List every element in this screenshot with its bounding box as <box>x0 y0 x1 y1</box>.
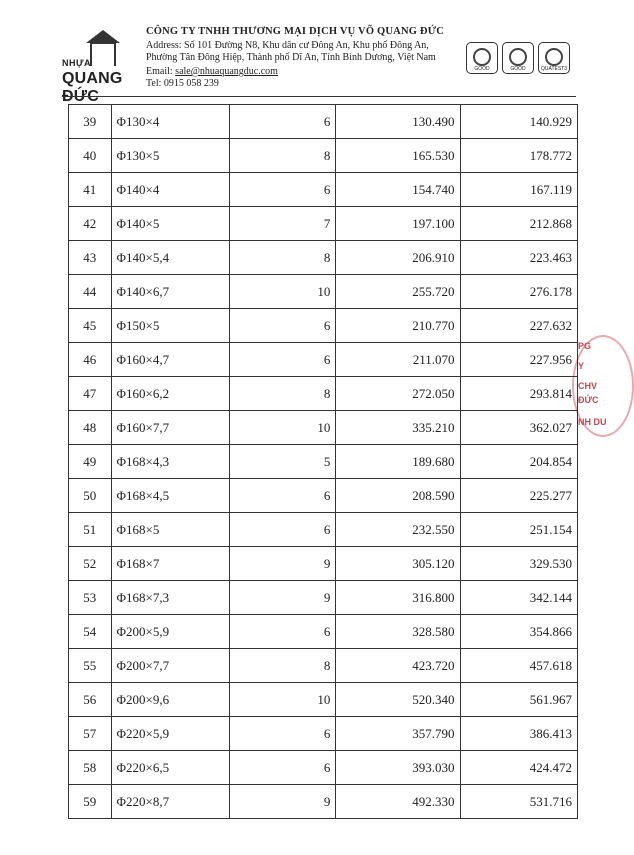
certification-badge-icon <box>466 42 498 74</box>
unit-price-cell: 130.490 <box>336 105 460 139</box>
table-row <box>69 105 578 139</box>
table-row <box>69 309 578 343</box>
unit-price-cell: 335.210 <box>336 411 460 445</box>
logo-top-text: NHỰA <box>62 58 91 68</box>
unit-price-cell: 210.770 <box>336 309 460 343</box>
letterhead <box>0 0 603 105</box>
table-row <box>69 275 578 309</box>
quantity-cell: 7 <box>230 207 336 241</box>
unit-price-cell: 272.050 <box>336 377 460 411</box>
row-number-cell: 47 <box>69 377 112 411</box>
unit-price-cell: 197.100 <box>336 207 460 241</box>
row-number-cell: 40 <box>69 139 112 173</box>
pipe-spec-cell: Φ150×5 <box>111 309 230 343</box>
row-number-cell: 49 <box>69 445 112 479</box>
row-number-cell: 50 <box>69 479 112 513</box>
row-number-cell: 42 <box>69 207 112 241</box>
unit-price-vat-cell: 329.530 <box>460 547 577 581</box>
unit-price-vat-cell: 212.868 <box>460 207 577 241</box>
tel-line: Tel: 0915 058 239 <box>146 78 219 89</box>
company-name: CÔNG TY TNHH THƯƠNG MẠI DỊCH VỤ VÕ QUANG ĐỨC <box>146 26 445 37</box>
quantity-cell: 8 <box>230 649 336 683</box>
pipe-spec-cell: Φ160×6,2 <box>111 377 230 411</box>
row-number-cell: 48 <box>69 411 112 445</box>
pipe-spec-cell: Φ130×5 <box>111 139 230 173</box>
unit-price-cell: 423.720 <box>336 649 460 683</box>
quantity-cell: 6 <box>230 105 336 139</box>
unit-price-cell: 206.910 <box>336 241 460 275</box>
quantity-cell: 6 <box>230 479 336 513</box>
quantity-cell: 10 <box>230 275 336 309</box>
unit-price-vat-cell: 362.027 <box>460 411 577 445</box>
quantity-cell: 8 <box>230 241 336 275</box>
cert-label: QUATEST3 <box>540 66 568 72</box>
email-label: Email: <box>146 66 173 77</box>
unit-price-cell: 305.120 <box>336 547 460 581</box>
pipe-spec-cell: Φ140×4 <box>111 173 230 207</box>
unit-price-vat-cell: 457.618 <box>460 649 577 683</box>
unit-price-vat-cell: 293.814 <box>460 377 577 411</box>
row-number-cell: 43 <box>69 241 112 275</box>
cert-label: GOOD <box>474 66 490 72</box>
unit-price-vat-cell: 251.154 <box>460 513 577 547</box>
table-row <box>69 683 578 717</box>
logo-name-text: QUANG ĐỨC <box>62 70 123 105</box>
quantity-cell: 5 <box>230 445 336 479</box>
row-number-cell: 51 <box>69 513 112 547</box>
address-line-2: Phường Tân Đông Hiệp, Thành phố Dĩ An, Tỉnh Bình Dương, Việt Nam <box>146 52 436 63</box>
table-row <box>69 581 578 615</box>
unit-price-vat-cell: 531.716 <box>460 785 577 819</box>
row-number-cell: 57 <box>69 717 112 751</box>
certification-badge-icon <box>502 42 534 74</box>
quantity-cell: 6 <box>230 513 336 547</box>
pipe-spec-cell: Φ220×5,9 <box>111 717 230 751</box>
table-row <box>69 479 578 513</box>
row-number-cell: 52 <box>69 547 112 581</box>
unit-price-cell: 165.530 <box>336 139 460 173</box>
quantity-cell: 9 <box>230 547 336 581</box>
email-link[interactable]: sale@nhuaquangduc.com <box>175 66 278 77</box>
pipe-spec-cell: Φ220×6,5 <box>111 751 230 785</box>
unit-price-cell: 316.800 <box>336 581 460 615</box>
pipe-spec-cell: Φ130×4 <box>111 105 230 139</box>
stamp-text: Y <box>578 361 585 371</box>
quantity-cell: 6 <box>230 309 336 343</box>
cert-label: GOOD <box>510 66 526 72</box>
table-row <box>69 649 578 683</box>
unit-price-vat-cell: 227.632 <box>460 309 577 343</box>
pipe-spec-cell: Φ168×4,3 <box>111 445 230 479</box>
row-number-cell: 41 <box>69 173 112 207</box>
unit-price-cell: 189.680 <box>336 445 460 479</box>
row-number-cell: 39 <box>69 105 112 139</box>
table-row <box>69 343 578 377</box>
table-row <box>69 785 578 819</box>
unit-price-vat-cell: 140.929 <box>460 105 577 139</box>
row-number-cell: 45 <box>69 309 112 343</box>
unit-price-cell: 393.030 <box>336 751 460 785</box>
row-number-cell: 56 <box>69 683 112 717</box>
unit-price-vat-cell: 223.463 <box>460 241 577 275</box>
table-row <box>69 513 578 547</box>
unit-price-cell: 492.330 <box>336 785 460 819</box>
row-number-cell: 54 <box>69 615 112 649</box>
table-row <box>69 139 578 173</box>
quantity-cell: 6 <box>230 717 336 751</box>
pipe-spec-cell: Φ168×7,3 <box>111 581 230 615</box>
table-row <box>69 207 578 241</box>
unit-price-vat-cell: 167.119 <box>460 173 577 207</box>
table-row <box>69 751 578 785</box>
unit-price-vat-cell: 204.854 <box>460 445 577 479</box>
unit-price-vat-cell: 424.472 <box>460 751 577 785</box>
price-table <box>68 104 578 819</box>
row-number-cell: 53 <box>69 581 112 615</box>
unit-price-vat-cell: 227.956 <box>460 343 577 377</box>
pipe-spec-cell: Φ140×6,7 <box>111 275 230 309</box>
unit-price-vat-cell: 178.772 <box>460 139 577 173</box>
pipe-spec-cell: Φ160×7,7 <box>111 411 230 445</box>
unit-price-vat-cell: 561.967 <box>460 683 577 717</box>
table-row <box>69 411 578 445</box>
quantity-cell: 6 <box>230 615 336 649</box>
unit-price-cell: 520.340 <box>336 683 460 717</box>
pipe-spec-cell: Φ140×5,4 <box>111 241 230 275</box>
quantity-cell: 6 <box>230 751 336 785</box>
quantity-cell: 8 <box>230 139 336 173</box>
quantity-cell: 6 <box>230 173 336 207</box>
unit-price-cell: 154.740 <box>336 173 460 207</box>
pipe-spec-cell: Φ168×4,5 <box>111 479 230 513</box>
price-table-body <box>69 105 578 819</box>
table-row <box>69 717 578 751</box>
unit-price-vat-cell: 225.277 <box>460 479 577 513</box>
pipe-spec-cell: Φ168×7 <box>111 547 230 581</box>
quantity-cell: 10 <box>230 411 336 445</box>
company-logo <box>62 42 142 105</box>
unit-price-cell: 211.070 <box>336 343 460 377</box>
pipe-spec-cell: Φ140×5 <box>111 207 230 241</box>
unit-price-vat-cell: 386.413 <box>460 717 577 751</box>
quatest-badge-icon <box>538 42 570 74</box>
stamp-text: NH DU <box>578 417 607 427</box>
row-number-cell: 55 <box>69 649 112 683</box>
unit-price-vat-cell: 276.178 <box>460 275 577 309</box>
quantity-cell: 9 <box>230 785 336 819</box>
unit-price-vat-cell: 342.144 <box>460 581 577 615</box>
table-row <box>69 241 578 275</box>
table-row <box>69 445 578 479</box>
house-icon <box>90 42 116 66</box>
table-row <box>69 615 578 649</box>
row-number-cell: 44 <box>69 275 112 309</box>
unit-price-cell: 232.550 <box>336 513 460 547</box>
quantity-cell: 6 <box>230 343 336 377</box>
row-number-cell: 46 <box>69 343 112 377</box>
stamp-text: ĐỨC <box>578 395 599 405</box>
quantity-cell: 10 <box>230 683 336 717</box>
pipe-spec-cell: Φ168×5 <box>111 513 230 547</box>
company-seal-stamp <box>572 335 632 435</box>
header-divider <box>62 96 576 97</box>
email-line <box>146 66 278 77</box>
pipe-spec-cell: Φ160×4,7 <box>111 343 230 377</box>
stamp-text: CHV <box>578 381 598 391</box>
unit-price-vat-cell: 354.866 <box>460 615 577 649</box>
pipe-spec-cell: Φ220×8,7 <box>111 785 230 819</box>
unit-price-cell: 208.590 <box>336 479 460 513</box>
row-number-cell: 59 <box>69 785 112 819</box>
quantity-cell: 8 <box>230 377 336 411</box>
pipe-spec-cell: Φ200×7,7 <box>111 649 230 683</box>
quantity-cell: 9 <box>230 581 336 615</box>
table-row <box>69 173 578 207</box>
address-line-1: Address: Số 101 Đường N8, Khu dân cư Đông An, Khu phố Đông An, <box>146 40 429 51</box>
unit-price-cell: 255.720 <box>336 275 460 309</box>
table-row <box>69 547 578 581</box>
unit-price-cell: 328.580 <box>336 615 460 649</box>
stamp-text: PG <box>578 341 592 351</box>
pipe-spec-cell: Φ200×5,9 <box>111 615 230 649</box>
pipe-spec-cell: Φ200×9,6 <box>111 683 230 717</box>
unit-price-cell: 357.790 <box>336 717 460 751</box>
row-number-cell: 58 <box>69 751 112 785</box>
table-row <box>69 377 578 411</box>
